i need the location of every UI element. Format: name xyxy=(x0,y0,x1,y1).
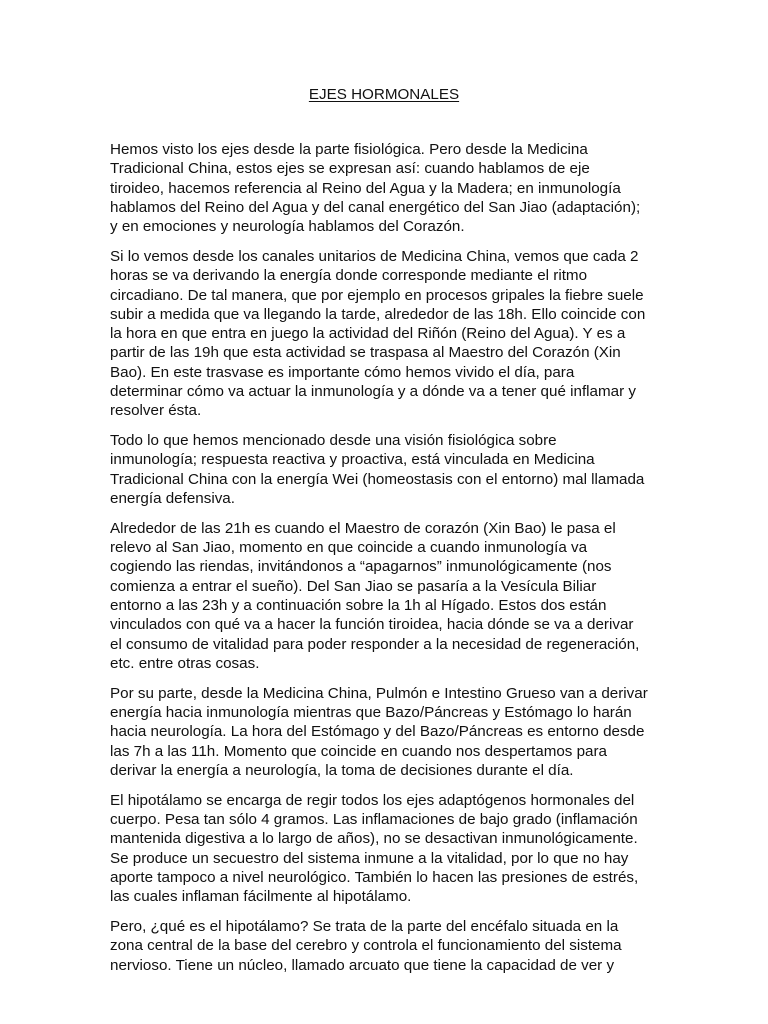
document-body xyxy=(110,140,670,985)
paragraph: Por su parte, desde la Medicina China, Pulmón e Intestino Grueso van a derivar energía hacia inmunología mientras que Bazo/Páncreas y Estómago lo harán hacia neurología. La hora del Estómago y del Bazo/Páncreas es entorno desde las 7h a las 11h. Momento que coincide en cuando nos despertamos para derivar la energía a neurología, la toma de decisiones durante el día. xyxy=(110,684,648,779)
paragraph: Si lo vemos desde los canales unitarios de Medicina China, vemos que cada 2 horas se va derivando la energía donde corresponde mediante el ritmo circadiano. De tal manera, que por ejemplo en procesos gripales la fiebre suele subir a medida que va llegando la tarde, alrededor de las 18h. Ello coincide con la hora en que entra en juego la actividad del Riñón (Reino del Agua). Y es a partir de las 19h que esta actividad se traspasa al Maestro del Corazón (Xin Bao). En este trasvase es importante cómo hemos vivido el día, para determinar cómo va actuar la inmunología y a dónde va a tener qué inflamar y resolver ésta. xyxy=(110,247,646,420)
paragraph: Alrededor de las 21h es cuando el Maestro de corazón (Xin Bao) le pasa el relevo al San Jiao, momento en que coincide a cuando inmunología va cogiendo las riendas, invitándonos a “apagarnos” inmunológicamente (nos comienza a entrar el sueño). Del San Jiao se pasaría a la Vesícula Biliar entorno a las 23h y a continuación sobre la 1h al Hígado. Estos dos están vinculados con qué va a hacer la función tiroidea, hacia dónde se va a derivar el consumo de vitalidad para poder responder a la necesidad de regeneración, etc. entre otras cosas. xyxy=(110,519,640,672)
paragraph: El hipotálamo se encarga de regir todos los ejes adaptógenos hormonales del cuerpo. Pesa tan sólo 4 gramos. Las inflamaciones de bajo grado (inflamación mantenida digestiva a lo largo de años), no se desactivan inmunológicamente. Se produce un secuestro del sistema inmune a la vitalidad, por lo que no hay aporte tampoco a nivel neurológico. También lo hacen las presiones de estrés, las cuales inflaman fácilmente al hipotálamo. xyxy=(110,791,639,906)
paragraph: Hemos visto los ejes desde la parte fisiológica. Pero desde la Medicina Tradicional China, estos ejes se expresan así: cuando hablamos de eje tiroideo, hacemos referencia al Reino del Agua y la Madera; en inmunología hablamos del Reino del Agua y del canal energético del San Jiao (adaptación); y en emociones y neurología hablamos del Corazón. xyxy=(110,141,641,236)
paragraph: Pero, ¿qué es el hipotálamo? Se trata de la parte del encéfalo situada en la zona central de la base del cerebro y controla el funcionamiento del sistema nervioso. Tiene un núcleo, llamado arcuato que tiene la capacidad de ver y xyxy=(110,917,622,974)
paragraph: Todo lo que hemos mencionado desde una visión fisiológica sobre inmunología; respuesta reactiva y proactiva, está vinculada en Medicina Tradicional China con la energía Wei (homeostasis con el entorno) mal llamada energía defensiva. xyxy=(110,432,645,508)
document-title: EJES HORMONALES xyxy=(308,86,460,103)
